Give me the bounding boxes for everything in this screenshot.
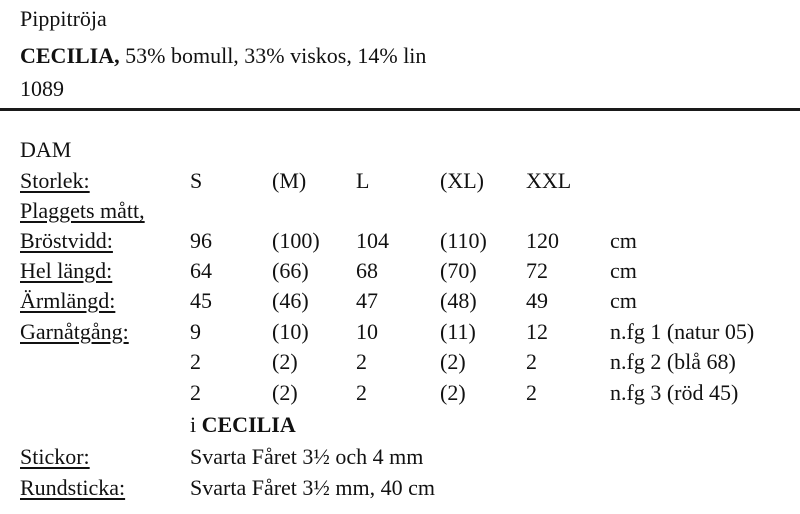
size-s: S bbox=[190, 168, 203, 193]
value-xl: (2) bbox=[440, 380, 466, 405]
unit: cm bbox=[610, 228, 637, 253]
unit: cm bbox=[610, 288, 637, 313]
yarn-note bbox=[190, 411, 296, 439]
needle-row bbox=[0, 443, 800, 471]
value-xxl: 120 bbox=[526, 228, 559, 253]
value-s: 2 bbox=[190, 380, 201, 405]
yarn-note-prefix: i bbox=[190, 412, 202, 437]
needle-value: Svarta Fåret 3½ och 4 mm bbox=[190, 444, 424, 469]
size-row bbox=[0, 167, 800, 195]
value-l: 68 bbox=[356, 258, 378, 283]
value-m: (46) bbox=[272, 288, 309, 313]
value-xl: (48) bbox=[440, 288, 477, 313]
section-title: DAM bbox=[20, 137, 72, 162]
yarn-label: Garnåtgång: bbox=[20, 319, 129, 344]
value-l: 47 bbox=[356, 288, 378, 313]
value-s: 9 bbox=[190, 319, 201, 344]
measurement-row bbox=[0, 257, 800, 285]
value-l: 104 bbox=[356, 228, 389, 253]
measurement-label: Ärmlängd: bbox=[20, 288, 116, 313]
size-m: (M) bbox=[272, 168, 307, 193]
size-l: L bbox=[356, 168, 370, 193]
value-xl: (70) bbox=[440, 258, 477, 283]
yarn-color: n.fg 3 (röd 45) bbox=[610, 380, 739, 405]
measurement-row bbox=[0, 227, 800, 255]
measurement-label: Bröstvidd: bbox=[20, 228, 113, 253]
value-xl: (110) bbox=[440, 228, 487, 253]
yarn-title bbox=[20, 43, 426, 69]
value-m: (2) bbox=[272, 349, 298, 374]
section-row bbox=[0, 136, 800, 164]
yarn-color: n.fg 1 (natur 05) bbox=[610, 319, 755, 344]
value-m: (2) bbox=[272, 380, 298, 405]
value-xl: (11) bbox=[440, 319, 476, 344]
value-s: 45 bbox=[190, 288, 212, 313]
product-type: Pippitröja bbox=[20, 6, 107, 31]
value-m: (10) bbox=[272, 319, 309, 344]
needle-row bbox=[0, 474, 800, 502]
measurements-heading-row bbox=[0, 197, 800, 225]
value-xxl: 72 bbox=[526, 258, 548, 283]
yarn-name: CECILIA, bbox=[20, 43, 120, 68]
unit: cm bbox=[610, 258, 637, 283]
size-label: Storlek: bbox=[20, 168, 90, 193]
measurement-label: Hel längd: bbox=[20, 258, 113, 283]
value-xxl: 2 bbox=[526, 349, 537, 374]
value-s: 96 bbox=[190, 228, 212, 253]
value-l: 10 bbox=[356, 319, 378, 344]
value-s: 64 bbox=[190, 258, 212, 283]
yarn-row bbox=[0, 318, 800, 346]
yarn-note-name: CECILIA bbox=[201, 412, 296, 437]
value-l: 2 bbox=[356, 380, 367, 405]
value-xxl: 2 bbox=[526, 380, 537, 405]
value-xxl: 12 bbox=[526, 319, 548, 344]
value-m: (100) bbox=[272, 228, 320, 253]
value-xl: (2) bbox=[440, 349, 466, 374]
yarn-row bbox=[0, 379, 800, 407]
measurement-row bbox=[0, 287, 800, 315]
yarn-note-row bbox=[0, 411, 800, 439]
value-m: (66) bbox=[272, 258, 309, 283]
header-divider bbox=[0, 108, 800, 111]
yarn-row bbox=[0, 348, 800, 376]
value-s: 2 bbox=[190, 349, 201, 374]
size-xl: (XL) bbox=[440, 168, 484, 193]
pattern-number: 1089 bbox=[20, 76, 64, 101]
value-l: 2 bbox=[356, 349, 367, 374]
yarn-color: n.fg 2 (blå 68) bbox=[610, 349, 736, 374]
yarn-composition: 53% bomull, 33% viskos, 14% lin bbox=[119, 43, 427, 68]
value-xxl: 49 bbox=[526, 288, 548, 313]
needle-value: Svarta Fåret 3½ mm, 40 cm bbox=[190, 475, 436, 500]
size-xxl: XXL bbox=[526, 168, 572, 193]
needle-label: Stickor: bbox=[20, 444, 90, 469]
measurements-heading: Plaggets mått, bbox=[20, 198, 145, 223]
needle-label: Rundsticka: bbox=[20, 475, 126, 500]
